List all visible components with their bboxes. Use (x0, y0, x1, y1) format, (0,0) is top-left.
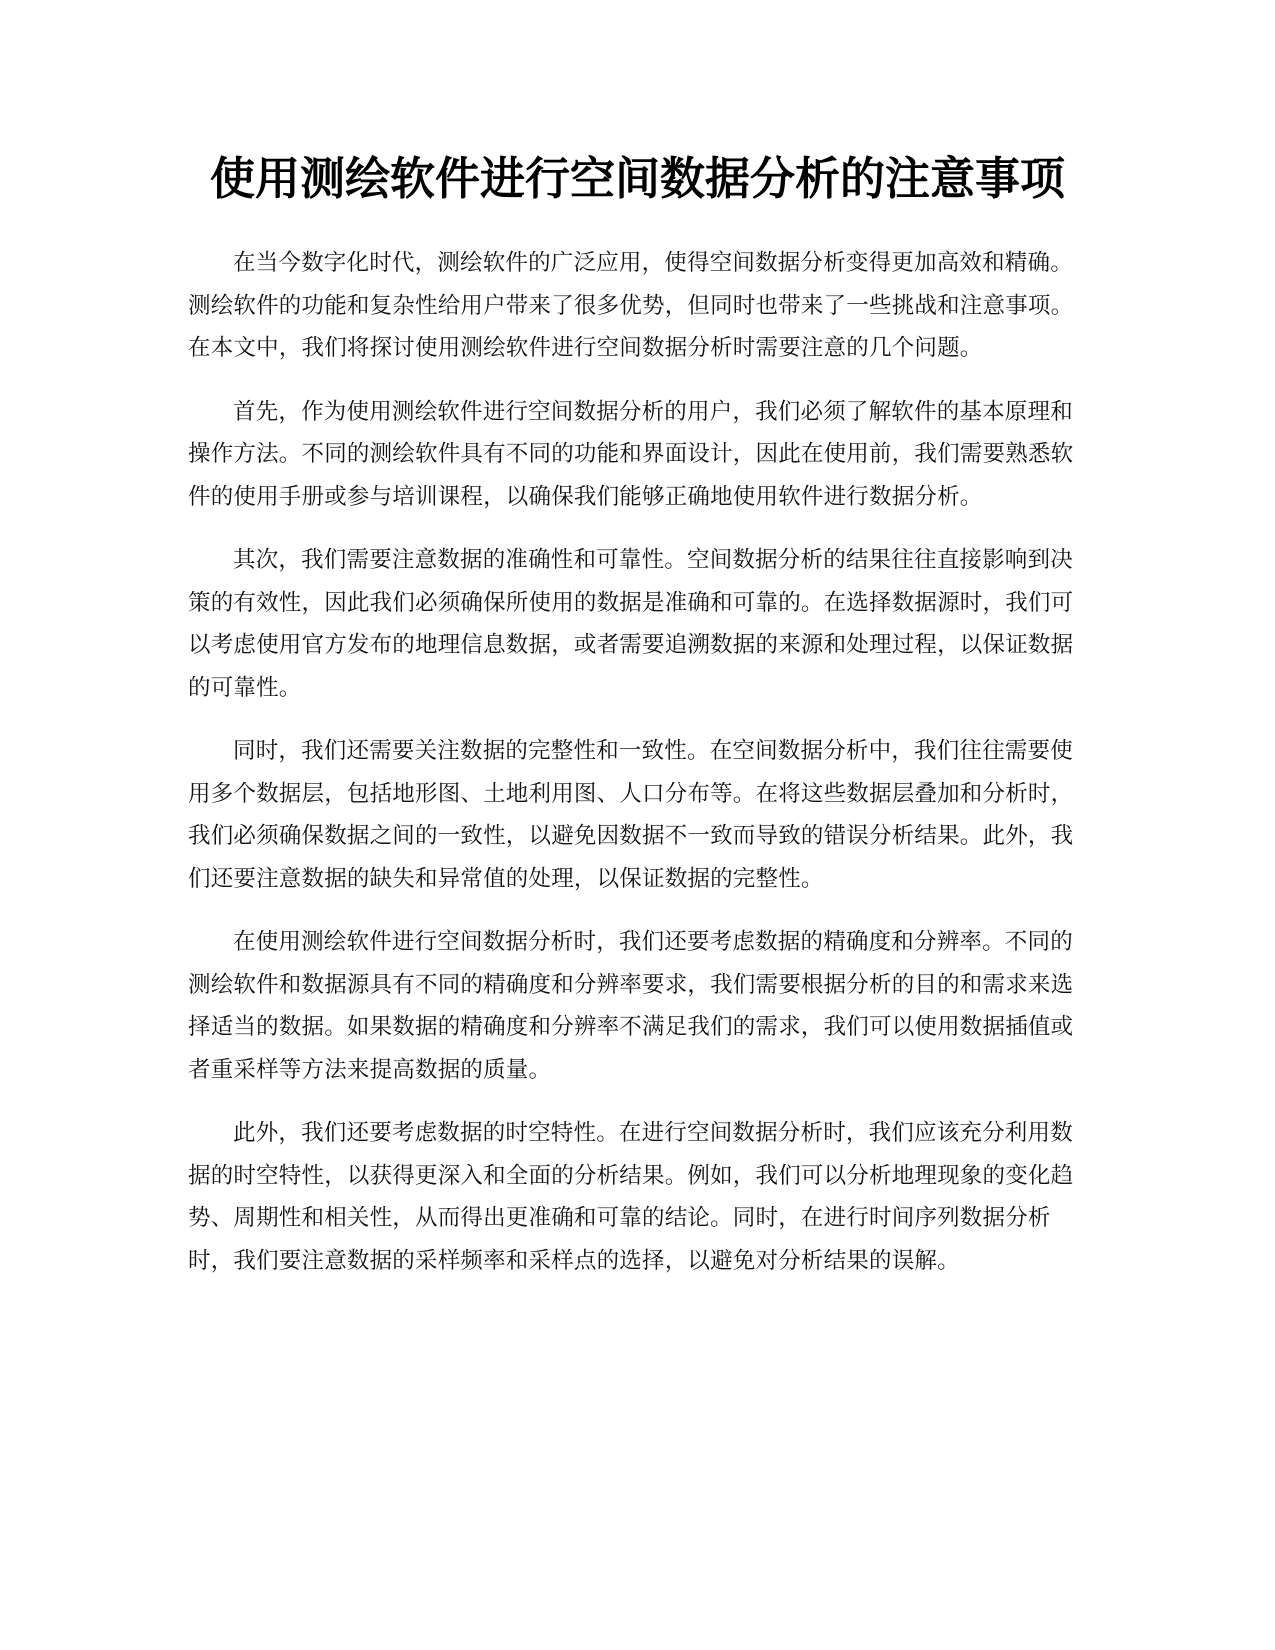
paragraph-1: 在当今数字化时代，测绘软件的广泛应用，使得空间数据分析变得更加高效和精确。测绘软件的功能和复杂性给用户带来了很多优势，但同时也带来了一些挑战和注意事项。在本文中，我们将探讨使用测绘软件进行空间数据分析时需要注意的几个问题。 (188, 250, 1074, 361)
document-body (188, 242, 1088, 1303)
paragraph-2: 首先，作为使用测绘软件进行空间数据分析的用户，我们必须了解软件的基本原理和操作方法。不同的测绘软件具有不同的功能和界面设计，因此在使用前，我们需要熟悉软件的使用手册或参与培训课程，以确保我们能够正确地使用软件进行数据分析。 (188, 398, 1074, 510)
paragraph-4: 同时，我们还需要关注数据的完整性和一致性。在空间数据分析中，我们往往需要使用多个数据层，包括地形图、土地利用图、人口分布等。在将这些数据层叠加和分析时，我们必须确保数据之间的一致性，以避免因数据不一致而导致的错误分析结果。此外，我们还要注意数据的缺失和异常值的处理，以保证数据的完整性。 (188, 738, 1074, 892)
paragraph-6: 此外，我们还要考虑数据的时空特性。在进行空间数据分析时，我们应该充分利用数据的时空特性，以获得更深入和全面的分析结果。例如，我们可以分析地理现象的变化趋势、周期性和相关性，从而得出更准确和可靠的结论。同时，在进行时间序列数据分析时，我们要注意数据的采样频率和采样点的选择，以避免对分析结果的误解。 (188, 1120, 1074, 1274)
document-title: 使用测绘软件进行空间数据分析的注意事项 (209, 152, 1065, 205)
paragraph-5: 在使用测绘软件进行空间数据分析时，我们还要考虑数据的精确度和分辨率。不同的测绘软件和数据源具有不同的精确度和分辨率要求，我们需要根据分析的目的和需求来选择适当的数据。如果数据的精确度和分辨率不满足我们的需求，我们可以使用数据插值或者重采样等方法来提高数据的质量。 (188, 929, 1074, 1083)
paragraph-3: 其次，我们需要注意数据的准确性和可靠性。空间数据分析的结果往往直接影响到决策的有效性，因此我们必须确保所使用的数据是准确和可靠的。在选择数据源时，我们可以考虑使用官方发布的地理信息数据，或者需要追溯数据的来源和处理过程，以保证数据的可靠性。 (188, 547, 1074, 701)
